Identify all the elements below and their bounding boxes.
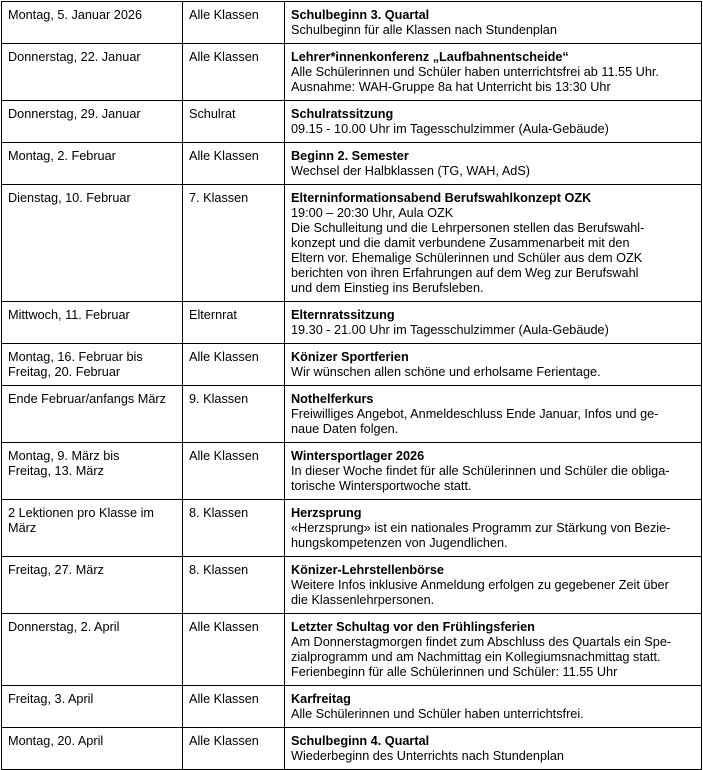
audience-cell xyxy=(183,443,285,500)
table-row xyxy=(2,500,702,557)
audience-cell xyxy=(183,302,285,344)
event-title: Könizer Sportferien xyxy=(291,350,409,364)
date-cell xyxy=(2,557,183,614)
audience-cell xyxy=(183,614,285,686)
date-text: Freitag, 27. März xyxy=(8,563,104,577)
audience-text: Alle Klassen xyxy=(189,449,259,463)
audience-cell xyxy=(183,2,285,44)
date-text: Donnerstag, 29. Januar xyxy=(8,107,141,121)
event-detail: berichten von ihren Erfahrungen auf dem Weg zur Berufswahl xyxy=(291,266,639,280)
date-cell xyxy=(2,302,183,344)
event-detail: Am Donnerstagmorgen findet zum Abschluss des Quartals ein Spe- xyxy=(291,635,672,649)
event-detail: 19:00 – 20:30 Uhr, Aula OZK xyxy=(291,206,454,220)
event-title: Schulratssitzung xyxy=(291,107,394,121)
event-title: Nothelferkurs xyxy=(291,392,374,406)
description-cell xyxy=(285,386,702,443)
audience-text: Elternrat xyxy=(189,308,237,322)
audience-cell xyxy=(183,344,285,386)
date-text: Montag, 5. Januar 2026 xyxy=(8,8,143,22)
description-cell xyxy=(285,344,702,386)
audience-cell xyxy=(183,386,285,443)
audience-cell xyxy=(183,557,285,614)
audience-cell xyxy=(183,686,285,728)
event-detail: Alle Schülerinnen und Schüler haben unterrichtsfrei ab 11.55 Uhr. xyxy=(291,65,659,79)
event-detail: Ausnahme: WAH-Gruppe 8a hat Unterricht bis 13:30 Uhr xyxy=(291,80,611,94)
date-cell xyxy=(2,344,183,386)
audience-cell xyxy=(183,728,285,770)
date-cell xyxy=(2,500,183,557)
description-cell xyxy=(285,2,702,44)
calendar-table-body xyxy=(2,2,702,770)
table-row xyxy=(2,443,702,500)
audience-text: Alle Klassen xyxy=(189,692,259,706)
event-title: Elterninformationsabend Berufswahlkonzept OZK xyxy=(291,191,592,205)
table-row xyxy=(2,143,702,185)
event-detail: In dieser Woche findet für alle Schülerinnen und Schüler die obliga- xyxy=(291,464,670,478)
description-cell xyxy=(285,686,702,728)
event-title: Lehrer*innenkonferenz „Laufbahnentscheide“ xyxy=(291,50,569,64)
date-text: Donnerstag, 22. Januar xyxy=(8,50,141,64)
event-detail: 19.30 - 21.00 Uhr im Tagesschulzimmer (Aula-Gebäude) xyxy=(291,323,609,337)
date-text: Montag, 9. März bis xyxy=(8,449,120,463)
event-detail: und dem Einstieg ins Berufsleben. xyxy=(291,281,484,295)
event-detail: Eltern vor. Ehemalige Schülerinnen und Schüler aus dem OZK xyxy=(291,251,643,265)
audience-text: 7. Klassen xyxy=(189,191,249,205)
event-title: Schulbeginn 4. Quartal xyxy=(291,734,430,748)
table-row xyxy=(2,686,702,728)
date-cell xyxy=(2,686,183,728)
event-detail: torische Wintersportwoche statt. xyxy=(291,479,472,493)
table-row xyxy=(2,557,702,614)
event-detail: konzept und die damit verbundene Zusammenarbeit mit den xyxy=(291,236,630,250)
description-cell xyxy=(285,728,702,770)
date-cell xyxy=(2,44,183,101)
table-row xyxy=(2,344,702,386)
audience-text: 9. Klassen xyxy=(189,392,249,406)
event-detail: Alle Schülerinnen und Schüler haben unterrichtsfrei. xyxy=(291,707,584,721)
table-row xyxy=(2,44,702,101)
date-text: Dienstag, 10. Februar xyxy=(8,191,131,205)
audience-text: Alle Klassen xyxy=(189,149,259,163)
audience-text: Schulrat xyxy=(189,107,236,121)
event-detail: Wir wünschen allen schöne und erholsame Ferientage. xyxy=(291,365,601,379)
event-detail: zialprogramm und am Nachmittag ein Kollegiumsnachmittag statt. xyxy=(291,650,661,664)
date-cell xyxy=(2,185,183,302)
event-title: Herzsprung xyxy=(291,506,362,520)
date-text: Montag, 2. Februar xyxy=(8,149,116,163)
event-title: Elternratssitzung xyxy=(291,308,395,322)
event-detail: Die Schulleitung und die Lehrpersonen stellen das Berufswahl- xyxy=(291,221,645,235)
table-row xyxy=(2,302,702,344)
audience-cell xyxy=(183,185,285,302)
date-text: Freitag, 20. Februar xyxy=(8,365,121,379)
date-cell xyxy=(2,101,183,143)
event-detail: Freiwilliges Angebot, Anmeldeschluss Ende Januar, Infos und ge- xyxy=(291,407,659,421)
description-cell xyxy=(285,557,702,614)
table-row xyxy=(2,185,702,302)
date-cell xyxy=(2,143,183,185)
event-detail: 09.15 - 10.00 Uhr im Tagesschulzimmer (Aula-Gebäude) xyxy=(291,122,609,136)
audience-text: Alle Klassen xyxy=(189,734,259,748)
description-cell xyxy=(285,185,702,302)
audience-text: 8. Klassen xyxy=(189,563,249,577)
event-detail: Weitere Infos inklusive Anmeldung erfolgen zu gegebener Zeit über xyxy=(291,578,669,592)
date-text: März xyxy=(8,521,37,535)
date-text: Montag, 20. April xyxy=(8,734,104,748)
audience-cell xyxy=(183,44,285,101)
date-text: Montag, 16. Februar bis xyxy=(8,350,143,364)
calendar-table xyxy=(1,1,702,770)
date-text: Freitag, 3. April xyxy=(8,692,94,706)
event-detail: «Herzsprung» ist ein nationales Programm zur Stärkung von Bezie- xyxy=(291,521,671,535)
audience-text: Alle Klassen xyxy=(189,620,259,634)
event-detail: Ferienbeginn für alle Schülerinnen und Schüler: 11.55 Uhr xyxy=(291,665,618,679)
event-title: Letzter Schultag vor den Frühlingsferien xyxy=(291,620,535,634)
table-row xyxy=(2,2,702,44)
event-title: Schulbeginn 3. Quartal xyxy=(291,8,430,22)
description-cell xyxy=(285,143,702,185)
date-text: 2 Lektionen pro Klasse im xyxy=(8,506,154,520)
table-row xyxy=(2,728,702,770)
event-title: Könizer-Lehrstellenbörse xyxy=(291,563,444,577)
event-detail: die Klassenlehrpersonen. xyxy=(291,593,435,607)
date-text: Ende Februar/anfangs März xyxy=(8,392,166,406)
date-text: Mittwoch, 11. Februar xyxy=(8,308,130,322)
date-cell xyxy=(2,728,183,770)
event-detail: hungskompetenzen von Jugendlichen. xyxy=(291,536,508,550)
event-title: Karfreitag xyxy=(291,692,351,706)
description-cell xyxy=(285,443,702,500)
description-cell xyxy=(285,101,702,143)
event-title: Wintersportlager 2026 xyxy=(291,449,425,463)
table-row xyxy=(2,101,702,143)
description-cell xyxy=(285,302,702,344)
table-row xyxy=(2,386,702,443)
date-cell xyxy=(2,614,183,686)
event-detail: naue Daten folgen. xyxy=(291,422,399,436)
audience-text: 8. Klassen xyxy=(189,506,249,520)
description-cell xyxy=(285,614,702,686)
event-title: Beginn 2. Semester xyxy=(291,149,409,163)
audience-text: Alle Klassen xyxy=(189,8,259,22)
event-detail: Wiederbeginn des Unterrichts nach Stundenplan xyxy=(291,749,564,763)
description-cell xyxy=(285,44,702,101)
event-detail: Schulbeginn für alle Klassen nach Stundenplan xyxy=(291,23,557,37)
audience-text: Alle Klassen xyxy=(189,50,259,64)
audience-cell xyxy=(183,143,285,185)
audience-text: Alle Klassen xyxy=(189,350,259,364)
date-cell xyxy=(2,2,183,44)
audience-cell xyxy=(183,101,285,143)
event-detail: Wechsel der Halbklassen (TG, WAH, AdS) xyxy=(291,164,531,178)
table-row xyxy=(2,614,702,686)
date-text: Freitag, 13. März xyxy=(8,464,104,478)
audience-cell xyxy=(183,500,285,557)
date-cell xyxy=(2,386,183,443)
description-cell xyxy=(285,500,702,557)
date-cell xyxy=(2,443,183,500)
date-text: Donnerstag, 2. April xyxy=(8,620,120,634)
